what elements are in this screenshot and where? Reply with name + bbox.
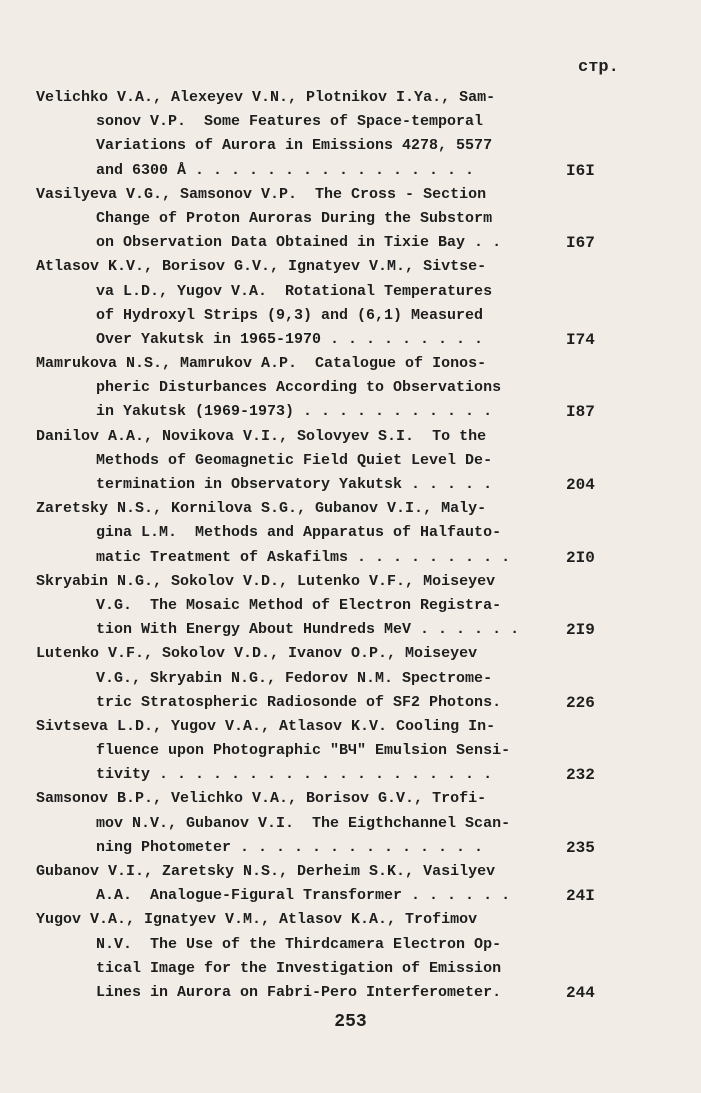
entry-text-line: V.G., Skryabin N.G., Fedorov N.M. Spectrome- [96,669,493,687]
toc-entry [0,183,701,256]
entry-text-line: Lines in Aurora on Fabri-Pero Interferometer. [96,983,502,1001]
entry-authors-line: Danilov A.A., Novikova V.I., Solovyev S.I. To the [36,427,487,445]
entry-text-line: Methods of Geomagnetic Field Quiet Level De- [96,451,493,469]
entry-page-number: 232 [566,766,595,785]
entry-text-line: pheric Disturbances According to Observations [96,379,502,397]
entry-authors-line: Gubanov V.I., Zaretsky N.S., Derheim S.K., Vasilyev [36,863,496,880]
entry-page-number: 204 [566,476,595,495]
entry-page-number: I67 [566,234,595,253]
entry-text-line: fluence upon Photographic "BЧ" Emulsion Sensi- [96,742,511,760]
entry-text-line: sonov V.P. Some Features of Space-temporal [96,113,484,131]
entry-text-line: Change of Proton Auroras During the Substorm [96,209,493,227]
entry-page-number: 235 [566,838,595,857]
entry-page-number: I6I [566,161,595,180]
toc-entry [0,570,701,643]
entry-page-number: 24I [566,887,595,906]
table-of-contents [0,86,701,1005]
entry-authors-line: Samsonov B.P., Velichko V.A., Borisov G.V., Trofi- [36,790,487,808]
page-column-header: стр. [578,58,619,77]
entry-text-line: gina L.M. Methods and Apparatus of Halfauto- [96,524,502,542]
entry-text-line: tion With Energy About Hundreds MeV . . . . . . [96,621,520,639]
entry-text-line: of Hydroxyl Strips (9,3) and (6,1) Measured [96,306,484,324]
entry-text-line: on Observation Data Obtained in Tixie Bay . . [96,234,502,252]
entry-authors-line: Vasilyeva V.G., Samsonov V.P. The Cross - Section [36,185,487,203]
entry-text-line: and 6300 Å . . . . . . . . . . . . . . . . [96,161,475,179]
entry-authors-line: Sivtseva L.D., Yugov V.A., Atlasov K.V. Cooling In- [36,717,496,735]
entry-page-number: 244 [566,983,595,1002]
entry-text-line: ning Photometer . . . . . . . . . . . . . . [96,838,484,856]
toc-entry [0,715,701,788]
toc-entry [0,787,701,860]
entry-text-line: V.G. The Mosaic Method of Electron Registra- [96,596,502,614]
entry-text-line: in Yakutsk (1969-1973) . . . . . . . . . . . [96,403,493,421]
toc-entry [0,255,701,352]
entry-text-line: Variations of Aurora in Emissions 4278, 5577 [96,137,493,155]
entry-text-line: Over Yakutsk in 1965-1970 . . . . . . . . . [96,330,484,348]
entry-authors-line: Velichko V.A., Alexeyev V.N., Plotnikov I.Ya., Sam- [36,89,496,106]
entry-text-line: matic Treatment of Askafilms . . . . . . . . . [96,548,511,566]
entry-authors-line: Mamrukova N.S., Mamrukov A.P. Catalogue of Ionos- [36,355,487,373]
entry-page-number: 2I9 [566,621,595,640]
entry-text-line: termination in Observatory Yakutsk . . . . . [96,476,493,493]
entry-page-number: 2I0 [566,548,595,567]
toc-entry [0,425,701,498]
entry-authors-line: Lutenko V.F., Sokolov V.D., Ivanov O.P., Moiseyev [36,645,478,663]
entry-text-line: N.V. The Use of the Thirdcamera Electron Op- [96,935,502,953]
entry-page-number: I74 [566,330,595,349]
entry-text-line: tric Stratospheric Radiosonde of SF2 Photons. [96,693,502,711]
entry-text-line: A.A. Analogue-Figural Transformer . . . . . . [96,887,511,905]
entry-authors-line: Yugov V.A., Ignatyev V.M., Atlasov K.A., Trofimov [36,911,478,929]
entry-authors-line: Atlasov K.V., Borisov G.V., Ignatyev V.M., Sivtse- [36,258,487,276]
entry-authors-line: Skryabin N.G., Sokolov V.D., Lutenko V.F., Moiseyev [36,572,496,590]
entry-text-line: tivity . . . . . . . . . . . . . . . . . . . [96,766,493,784]
entry-text-line: mov N.V., Gubanov V.I. The Eigthchannel Scan- [96,814,511,832]
page-number: 253 [334,1012,367,1032]
entry-page-number: I87 [566,403,595,422]
toc-entry [0,642,701,715]
toc-entry [0,860,701,908]
entry-text-line: tical Image for the Investigation of Emission [96,959,502,977]
entry-text-line: va L.D., Yugov V.A. Rotational Temperatures [96,282,493,300]
toc-entry [0,352,701,425]
toc-entry [0,497,701,570]
entry-page-number: 226 [566,693,595,712]
toc-entry [0,908,701,1005]
entry-authors-line: Zaretsky N.S., Kornilova S.G., Gubanov V.I., Maly- [36,500,487,518]
toc-entry [0,86,701,183]
